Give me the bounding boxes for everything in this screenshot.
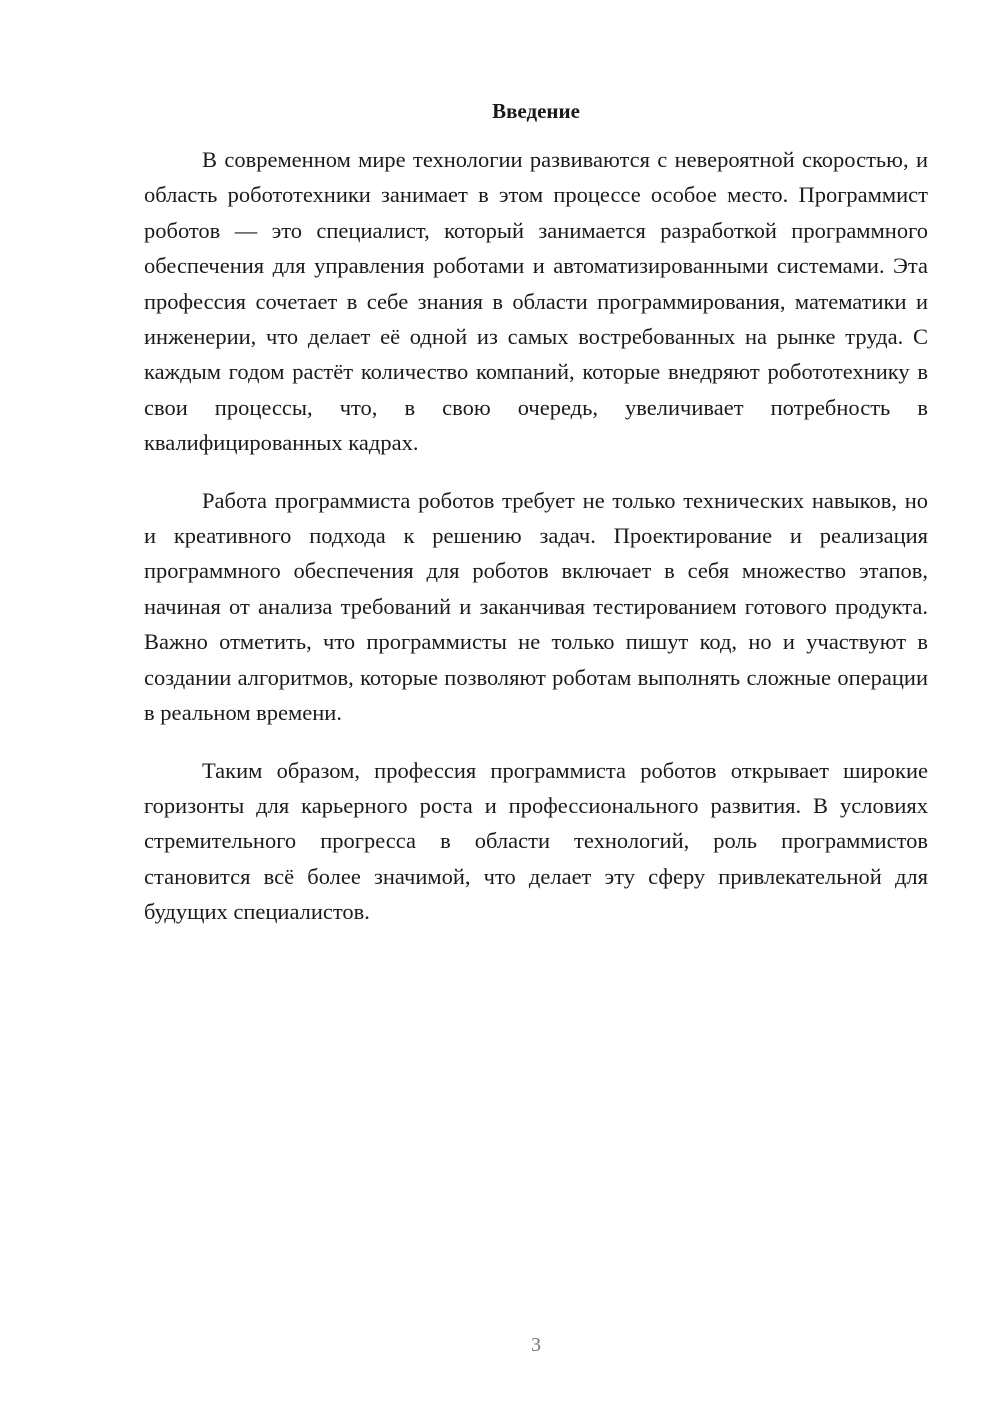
paragraph-3: Таким образом, профессия программиста роботов открывает широкие горизонты для карьерного роста и профессионального развития. В условиях стремительного прогресса в области технологий, роль программистов становится всё более значимой, что делает эту сферу привлекательной для будущих специалистов. — [144, 757, 928, 925]
body-text — [144, 142, 928, 952]
page-number: 3 — [531, 1334, 541, 1356]
paragraph-2: Работа программиста роботов требует не только технических навыков, но и креативного подхода к решению задач. Проектирование и реализация программного обеспечения для роботов включает в себя множество этапов, начиная от анализа требований и заканчивая тестированием готового продукта. Важно отметить, что программисты не только пишут код, но и участвуют в создании алгоритмов, которые позволяют роботам выполнять сложные операции в реальном времени. — [144, 487, 928, 726]
paragraph-1: В современном мире технологии развиваются с невероятной скоростью, и область робототехники занимает в этом процессе особое место. Программист роботов — это специалист, который занимается разработкой программного обеспечения для управления роботами и автоматизированными системами. Эта профессия сочетает в себе знания в области программирования, математики и инженерии, что делает её одной из самых востребованных на рынке труда. С каждым годом растёт количество компаний, которые внедряют робототехнику в свои процессы, что, в свою очередь, увеличивает потребность в квалифицированных кадрах. — [144, 147, 928, 456]
page-title: Введение — [492, 99, 580, 123]
